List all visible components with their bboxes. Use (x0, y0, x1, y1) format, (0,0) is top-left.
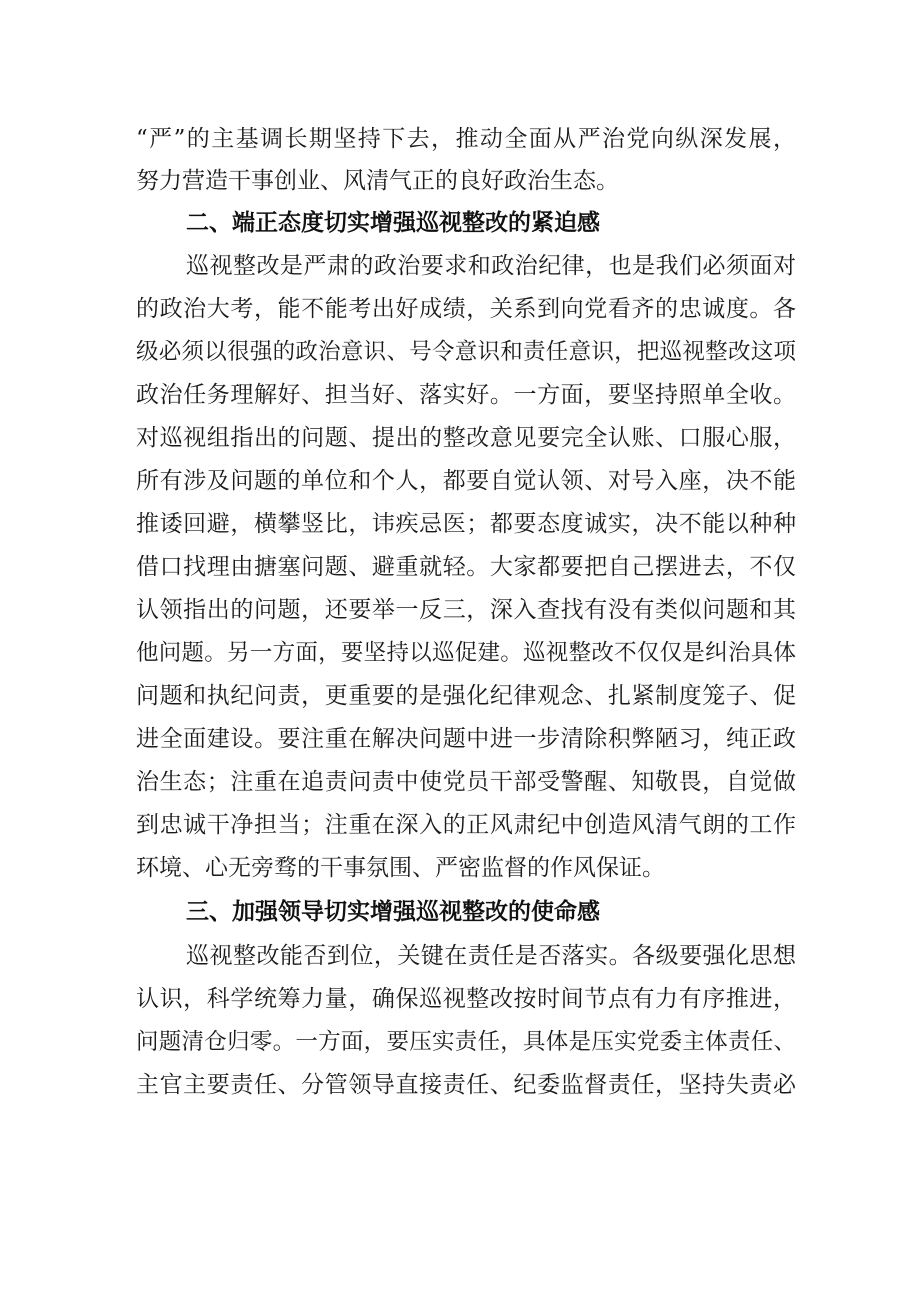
section-2-line-9: 认领指出的问题，还要举一反三，深入查找有没有类似问题和其 (136, 597, 796, 623)
section-3-heading: 三、加强领导切实增强巡视整改的使命感 (186, 899, 600, 925)
section-2-line-2: 的政治大考，能不能考出好成绩，关系到向党看齐的忠诚度。各 (136, 296, 796, 322)
section-2-line-1: 巡视整改是严肃的政治要求和政治纪律，也是我们必须面对 (186, 253, 796, 279)
section-2-line-15: 环境、心无旁骛的干事氛围、严密监督的作风保证。 (136, 855, 665, 881)
section-2-line-3: 级必须以很强的政治意识、号令意识和责任意识，把巡视整改这项 (136, 339, 796, 365)
intro-line-1: “严”的主基调长期坚持下去，推动全面从严治党向纵深发展， (136, 126, 796, 152)
intro-line-2: 努力营造干事创业、风清气正的良好政治生态。 (136, 168, 619, 194)
section-2-line-4: 政治任务理解好、担当好、落实好。一方面，要坚持照单全收。 (136, 382, 796, 408)
section-3-line-2: 认识，科学统筹力量，确保巡视整改按时间节点有力有序推进， (136, 986, 796, 1012)
section-2-line-7: 推诿回避，横攀竖比，讳疾忌医；都要态度诚实，决不能以种种 (136, 511, 796, 537)
section-2-line-6: 所有涉及问题的单位和个人，都要自觉认领、对号入座，决不能 (136, 468, 796, 494)
section-2-line-10: 他问题。另一方面，要坚持以巡促建。巡视整改不仅仅是纠治具体 (136, 640, 796, 666)
section-2-heading: 二、端正态度切实增强巡视整改的紧迫感 (186, 210, 600, 236)
section-3-line-4: 主官主要责任、分管领导直接责任、纪委监督责任，坚持失责必 (136, 1072, 796, 1098)
section-2-line-5: 对巡视组指出的问题、提出的整改意见要完全认账、口服心服， (136, 425, 796, 451)
section-2-line-12: 进全面建设。要注重在解决问题中进一步清除积弊陋习，纯正政 (136, 726, 796, 752)
section-2-line-8: 借口找理由搪塞问题、避重就轻。大家都要把自己摆进去，不仅 (136, 554, 796, 580)
section-2-line-11: 问题和执纪问责，更重要的是强化纪律观念、扎紧制度笼子、促 (136, 683, 796, 709)
section-2-line-13: 治生态；注重在追责问责中使党员干部受警醒、知敬畏，自觉做 (136, 769, 796, 795)
section-2-line-14: 到忠诚干净担当；注重在深入的正风肃纪中创造风清气朗的工作 (136, 812, 796, 838)
section-3-line-1: 巡视整改能否到位，关键在责任是否落实。各级要强化思想 (186, 943, 796, 969)
section-3-line-3: 问题清仓归零。一方面，要压实责任，具体是压实党委主体责任、 (136, 1029, 796, 1055)
